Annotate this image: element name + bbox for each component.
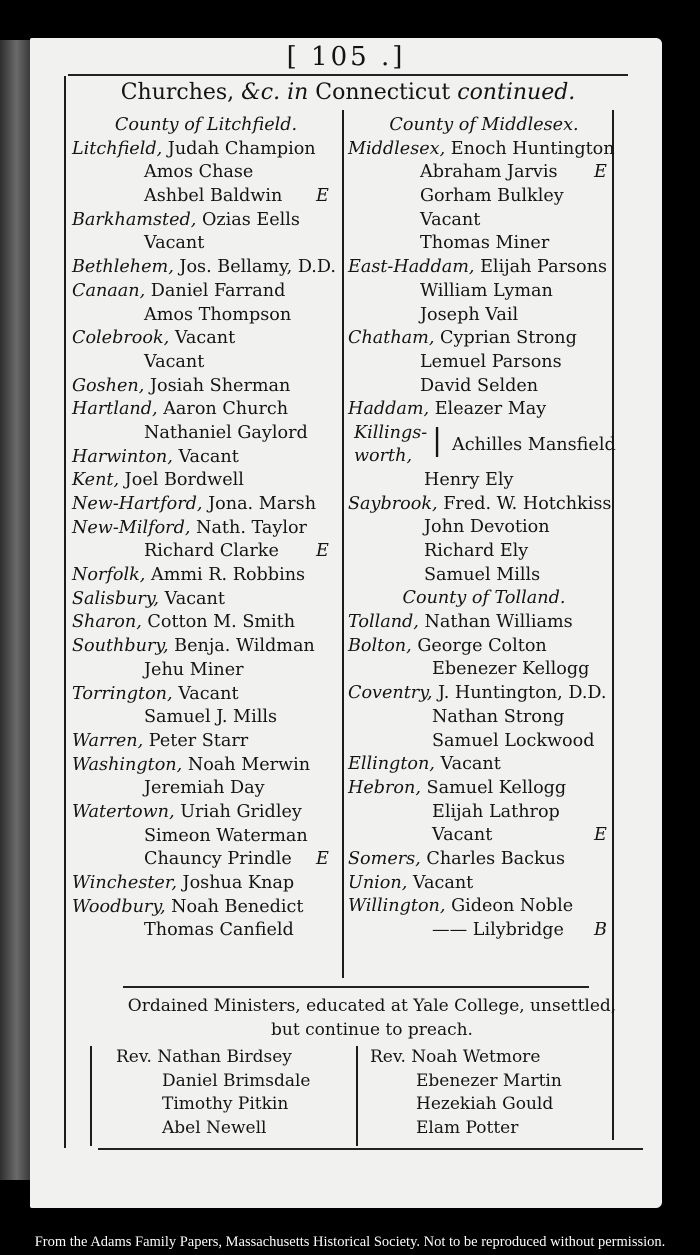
town-name: Middlesex, [348,138,446,159]
town-name: Woodbury, [72,896,166,917]
minister-name: —— Lilybridge [432,920,564,940]
denomination-mark: B [594,920,607,940]
minister-name: Jos. Bellamy, D.D. [179,257,336,278]
left-border [64,76,66,1148]
church-entry [72,138,340,162]
church-entry [348,327,620,351]
town-name: New-Hartford, [72,494,203,514]
minister-name: Thomas Canfield [144,920,294,941]
minister-name: Vacant [178,446,239,467]
unsettled-minister: Ebenezer Martin [416,1070,562,1091]
minister-name: Enoch Huntington [450,138,615,159]
unsettled-minister: Daniel Brimsdale [162,1070,311,1091]
ordained-line-2: but continue to preach. [271,1020,473,1040]
church-entry [348,280,620,304]
killingsworth-town-1: Killings- [354,422,428,443]
minister-name: Benja. Wildman [174,636,315,657]
church-entry [348,730,620,754]
town-name: Saybrook, [348,493,438,514]
killingsworth-entry [348,422,620,469]
title-place: Connecticut [315,80,451,105]
church-entry [72,540,340,564]
church-entry [348,540,620,564]
church-entry [348,753,620,777]
church-entry [72,232,340,256]
church-entry [348,919,620,943]
town-name: Bolton, [348,635,412,656]
town-name: East-Haddam, [348,257,475,278]
minister-name: Vacant [432,825,493,846]
church-entry [348,658,620,682]
column-divider [342,110,344,978]
church-entry [348,351,620,375]
minister-name: Abraham Jarvis [420,162,558,183]
town-name: Warren, [72,730,144,751]
section-rule [123,986,589,988]
church-entry [72,730,340,754]
church-entry [72,611,340,635]
church-entry [72,256,340,280]
church-entry [72,564,340,588]
minister-name: Samuel J. Mills [144,707,277,728]
town-name: Willington, [348,896,446,917]
minister-name: Ozias Eells [201,209,300,230]
minister-name: Peter Starr [148,730,249,751]
church-entry [72,161,340,185]
minister-name: Samuel Lockwood [432,730,595,751]
church-entry [348,516,620,540]
church-entry [348,635,620,659]
church-entry [72,327,340,351]
church-entry [72,375,340,399]
denomination-mark: E [316,849,329,870]
town-name: Litchfield, [72,138,163,159]
minister-name: Charles Backus [426,848,566,869]
killingsworth-minister: Achilles Mansfield [452,434,616,455]
town-name: Torrington, [72,683,173,704]
minister-name: Joshua Knap [182,873,295,893]
church-entry [72,777,340,801]
county-heading-middlesex: County of Middlesex. [389,115,579,135]
minister-name: Eleazer May [434,399,547,420]
minister-name: Jeremiah Day [144,778,265,799]
town-name: Barkhamsted, [72,209,197,230]
church-entry [348,706,620,730]
copyright-footer: From the Adams Family Papers, Massachusetts Historical Society. Not to be reproduced without permission. [34,1234,666,1250]
title-etc: &c. [241,80,281,105]
church-entry [348,304,620,328]
church-entry [348,777,620,801]
minister-name: Vacant [174,328,236,349]
church-entry [348,872,620,896]
minister-name: Noah Merwin [187,754,311,775]
minister-name: Lemuel Parsons [420,351,562,372]
minister-name: Nathan Williams [424,612,573,633]
town-name: Hartland, [72,399,158,420]
church-entry [348,848,620,872]
church-entry [348,161,620,185]
church-entry [72,635,340,659]
unsettled-minister: Rev. Noah Wetmore [370,1047,541,1067]
ministers-right-list [370,1046,610,1140]
town-name: Harwinton, [72,446,173,467]
town-name: Hebron, [348,777,421,798]
unsettled-minister: Abel Newell [162,1117,267,1138]
page-number: [ 105 .] [286,42,406,72]
minister-name: Vacant [164,588,225,609]
town-name: Haddam, [348,399,430,420]
minister-name: Judah Champion [167,138,316,159]
minister-name: Elijah Lathrop [432,801,560,822]
church-entry [348,682,620,706]
church-entry [348,375,620,399]
litchfield-column [72,114,340,943]
minister-name: Jona. Marsh [208,494,317,514]
town-name: Bethlehem, [72,257,174,278]
ordained-heading [92,994,652,1042]
town-name: Winchester, [72,873,177,893]
town-name: Union, [348,872,408,893]
church-entry [348,469,620,493]
town-name: Norfolk, [72,565,146,586]
town-name: Southbury, [72,636,169,657]
middlesex-tolland-column [348,114,620,943]
county-heading-litchfield: County of Litchfield. [114,115,298,135]
church-entry [72,706,340,730]
church-entry [348,801,620,825]
church-entry [72,398,340,422]
minister-name: Aaron Church [163,399,289,420]
town-name: Washington, [72,754,183,775]
minister-name: William Lyman [420,280,553,301]
denomination-mark: E [594,162,607,183]
town-name: New-Milford, [72,517,191,538]
church-entry [348,564,620,588]
church-entry [348,209,620,233]
church-entry [72,848,340,872]
church-entry [72,872,340,896]
church-entry [72,493,340,517]
unsettled-minister: Elam Potter [416,1117,519,1138]
church-entry [72,825,340,849]
minister-name: Vacant [178,683,239,704]
minister-name: Joseph Vail [420,304,519,325]
church-entry [348,611,620,635]
minister-name: Thomas Miner [420,233,550,254]
church-entry [72,801,340,825]
minister-name: Fred. W. Hotchkiss [443,493,612,514]
ministers-left-border [90,1046,92,1146]
town-name: Tolland, [348,612,419,633]
killingsworth-town-2: worth, [354,446,413,467]
title-continued: continued. [450,80,576,105]
unsettled-minister: Rev. Nathan Birdsey [116,1047,292,1067]
minister-name: Gorham Bulkley [420,186,564,207]
church-entry [72,896,340,920]
minister-name: Vacant [144,233,205,254]
minister-name: Cyprian Strong [440,328,577,349]
town-name: Somers, [348,848,421,869]
church-entry [72,209,340,233]
county-heading-tolland: County of Tolland. [402,588,566,609]
minister-name: Vacant [144,351,205,372]
minister-name: Ashbel Baldwin [144,186,283,207]
denomination-mark: E [316,186,329,207]
top-rule [68,74,628,76]
town-name: Sharon, [72,612,142,633]
title-main: Churches, [120,80,242,105]
unsettled-minister: Hezekiah Gould [416,1094,554,1114]
minister-name: Jehu Miner [144,659,244,680]
minister-name: Cotton M. Smith [147,612,296,633]
minister-name: Noah Benedict [171,896,304,917]
church-entry [348,185,620,209]
town-name: Ellington, [348,754,435,775]
ordained-line-1: Ordained Ministers, educated at Yale College, unsettled, [127,996,617,1016]
book-page [30,38,662,1208]
church-entry [72,919,340,943]
ministers-divider [356,1046,358,1146]
minister-name: Henry Ely [424,469,514,490]
church-entry [348,895,620,919]
church-entry [348,398,620,422]
church-entry [72,517,340,541]
church-entry [72,469,340,493]
minister-name: Elijah Parsons [480,257,607,278]
minister-name: Nathan Strong [432,706,565,727]
town-name: Salisbury, [72,588,160,609]
church-entry [348,256,620,280]
minister-name: Chauncy Prindle [144,849,292,870]
church-entry [72,351,340,375]
church-entry [348,493,620,517]
minister-name: Joel Bordwell [124,470,244,491]
minister-name: Daniel Farrand [150,280,286,301]
church-entry [348,824,620,848]
church-entry [72,659,340,683]
minister-name: David Selden [420,375,539,396]
town-name: Canaan, [72,280,146,301]
church-entry [72,683,340,707]
minister-name: Vacant [440,754,501,775]
minister-name: George Colton [417,635,547,656]
denomination-mark: E [316,541,329,562]
ministers-left-list [116,1046,352,1140]
minister-name: John Devotion [424,517,550,538]
church-entry [348,232,620,256]
bottom-rule [98,1148,643,1150]
page-title [68,80,628,105]
unsettled-minister: Timothy Pitkin [162,1094,289,1114]
minister-name: Samuel Kellogg [426,777,567,798]
church-entry [72,422,340,446]
minister-name: Amos Chase [144,162,254,183]
town-name: Kent, [72,470,120,491]
minister-name: Ebenezer Kellogg [432,659,590,680]
town-name: Watertown, [72,801,175,822]
church-entry [348,138,620,162]
title-in: in [280,80,316,105]
minister-name: Josiah Sherman [149,375,291,396]
minister-name: Amos Thompson [144,304,292,325]
minister-name: Nath. Taylor [196,517,307,538]
town-name: Colebrook, [72,328,170,349]
minister-name: Richard Clarke [144,541,279,562]
minister-name: Samuel Mills [424,564,541,585]
brace-mark: | [432,422,443,458]
church-entry [72,588,340,612]
minister-name: Vacant [412,872,474,893]
book-spine [0,40,32,1180]
minister-name: Richard Ely [424,541,529,561]
minister-name: Vacant [420,209,481,230]
church-entry [72,185,340,209]
town-name: Chatham, [348,328,435,349]
minister-name: Uriah Gridley [180,801,302,822]
town-name: Goshen, [72,375,145,396]
minister-name: Nathaniel Gaylord [144,422,308,443]
church-entry [72,304,340,328]
town-name: Coventry, [348,683,433,704]
minister-name: Simeon Waterman [144,825,308,846]
denomination-mark: E [594,825,607,846]
church-entry [72,754,340,778]
minister-name: Gideon Noble [451,896,574,917]
minister-name: Ammi R. Robbins [150,565,306,586]
church-entry [72,446,340,470]
church-entry [72,280,340,304]
minister-name: J. Huntington, D.D. [438,683,607,704]
